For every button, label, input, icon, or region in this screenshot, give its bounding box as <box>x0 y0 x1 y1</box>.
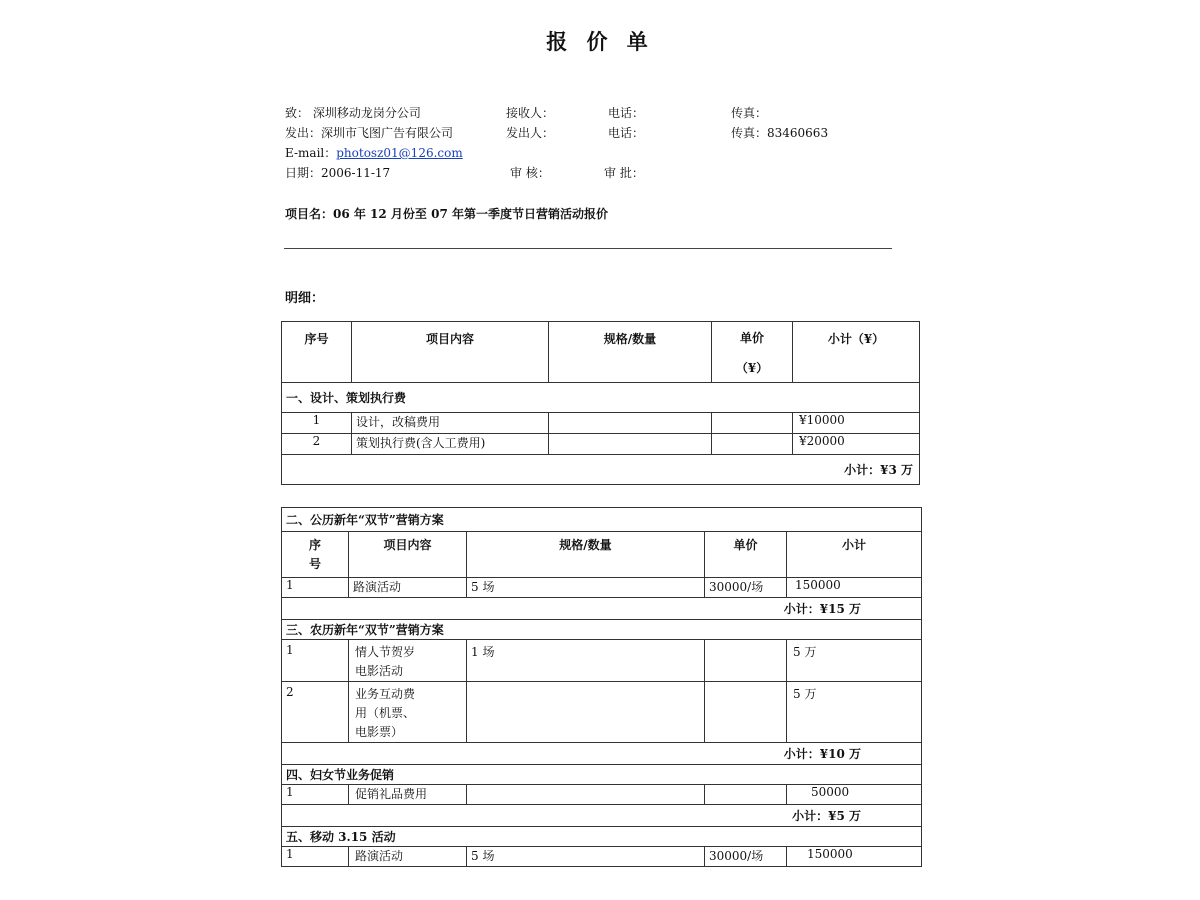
row-no: 1 <box>282 413 352 434</box>
table-row <box>282 640 922 682</box>
table-row <box>282 847 922 867</box>
col-header-price <box>712 322 793 383</box>
section-heading: 一、设计、策划执行费 <box>282 383 920 413</box>
row-item-line1: 情人节贺岁 <box>355 645 416 659</box>
row-price: 30000/场 <box>705 578 787 598</box>
detail-label: 明细： <box>285 291 325 306</box>
row-spec <box>549 434 712 455</box>
email-link[interactable]: photosz01@126.com <box>336 146 463 160</box>
quote-table-1 <box>281 321 920 485</box>
row-item: 路演活动 <box>349 847 467 867</box>
table-row <box>282 785 922 805</box>
row-total: 150000 <box>787 578 922 598</box>
col-header-total: 小计 <box>787 532 922 578</box>
row-item: 策划执行费(含人工费用) <box>352 434 549 455</box>
row-no: 1 <box>282 785 349 805</box>
col-header-spec: 规格/数量 <box>549 322 712 383</box>
approve-label: 审 批： <box>604 166 644 180</box>
phone-label-2: 电话： <box>608 126 645 140</box>
col-header-no <box>282 532 349 578</box>
row-item: 路演活动 <box>349 578 467 598</box>
row-item-line2: 电影活动 <box>355 664 404 678</box>
section-heading: 四、妇女节业务促销 <box>282 765 922 785</box>
row-total: 5 万 <box>787 682 922 743</box>
col-header-no: 序号 <box>282 322 352 383</box>
subtotal: 小计：¥5 万 <box>282 805 922 827</box>
subtotal: 小计：¥10 万 <box>282 743 922 765</box>
row-spec <box>467 785 705 805</box>
row-price <box>705 785 787 805</box>
document-date: 日期：2006-11-17 <box>285 166 391 180</box>
section-heading: 五、移动 3.15 活动 <box>282 827 922 847</box>
row-total: ¥20000 <box>793 434 920 455</box>
row-spec <box>549 413 712 434</box>
receiver-label: 接收人： <box>506 106 555 120</box>
col-header-no-line1: 序 <box>308 538 321 552</box>
row-item <box>349 640 467 682</box>
row-item <box>349 682 467 743</box>
divider-line <box>284 248 892 249</box>
table-header-row <box>282 532 922 578</box>
row-price <box>712 434 793 455</box>
price-unit: （¥） <box>735 361 769 375</box>
sender-company: 发出：深圳市飞图广告有限公司 <box>285 126 454 140</box>
table-row <box>282 434 920 455</box>
row-item: 促销礼品费用 <box>349 785 467 805</box>
col-header-item: 项目内容 <box>349 532 467 578</box>
row-spec <box>467 682 705 743</box>
fax-label-1: 传真： <box>731 106 768 120</box>
row-total: 50000 <box>787 785 922 805</box>
recipient-company: 致： 深圳移动龙岗分公司 <box>285 106 421 120</box>
row-no: 1 <box>282 640 349 682</box>
col-header-total: 小计（¥） <box>793 322 920 383</box>
row-no: 1 <box>282 847 349 867</box>
project-name: 项目名：06 年 12 月份至 07 年第一季度节日营销活动报价 <box>285 207 608 221</box>
fax-number: 传真：83460663 <box>731 126 829 140</box>
table-row <box>282 578 922 598</box>
row-item: 设计，改稿费用 <box>352 413 549 434</box>
col-header-item: 项目内容 <box>352 322 549 383</box>
sender-label: 发出人： <box>506 126 555 140</box>
row-price <box>712 413 793 434</box>
row-price: 30000/场 <box>705 847 787 867</box>
subtotal: 小计：¥15 万 <box>282 598 922 620</box>
row-item-line2: 用（机票、 <box>355 706 416 720</box>
row-total: 5 万 <box>787 640 922 682</box>
col-header-no-line2: 号 <box>308 557 321 571</box>
table-header-row <box>282 322 920 383</box>
email-label: E-mail： <box>285 146 337 160</box>
section-heading: 二、公历新年“双节”营销方案 <box>282 508 922 532</box>
row-spec: 5 场 <box>467 847 705 867</box>
subtotal: 小计：¥3 万 <box>282 455 920 485</box>
review-label: 审 核： <box>510 166 550 180</box>
row-item-line1: 业务互动费 <box>355 687 416 701</box>
document-title: 报 价 单 <box>546 29 654 54</box>
row-item-line3: 电影票） <box>355 725 404 739</box>
quote-table-2 <box>281 507 922 867</box>
table-row <box>282 682 922 743</box>
col-header-price: 单价 <box>705 532 787 578</box>
row-no: 1 <box>282 578 349 598</box>
row-spec: 1 场 <box>467 640 705 682</box>
row-no: 2 <box>282 434 352 455</box>
row-total: ¥10000 <box>793 413 920 434</box>
row-price <box>705 640 787 682</box>
col-header-spec: 规格/数量 <box>467 532 705 578</box>
section-heading: 三、农历新年“双节”营销方案 <box>282 620 922 640</box>
table-row <box>282 413 920 434</box>
row-spec: 5 场 <box>467 578 705 598</box>
phone-label-1: 电话： <box>608 106 645 120</box>
price-label: 单价 <box>739 331 764 345</box>
row-total: 150000 <box>787 847 922 867</box>
row-price <box>705 682 787 743</box>
row-no: 2 <box>282 682 349 743</box>
